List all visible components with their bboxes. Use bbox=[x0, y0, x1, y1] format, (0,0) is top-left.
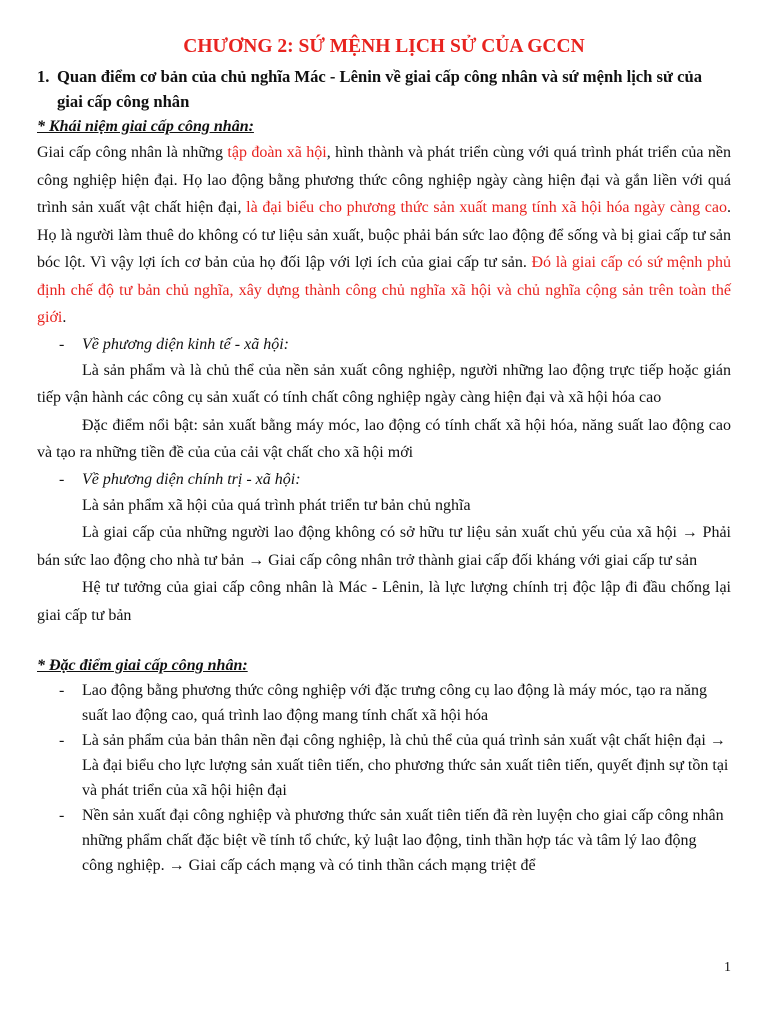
section-heading-text: Quan điểm cơ bản của chủ nghĩa Mác - Lênin về giai cấp công nhân và sứ mệnh lịch sử của giai cấp công nhân bbox=[57, 67, 703, 111]
pol-paragraph-2: Là giai cấp của những người lao động không có sở hữu tư liệu sản xuất chủ yếu của xã hội → Phải bán sức lao động cho nhà tư bản → Giai cấp công nhân trở thành giai cấp đối kháng với giai cấp tư sản bbox=[37, 524, 731, 569]
concept-text-1: Giai cấp công nhân là những bbox=[37, 144, 228, 161]
chapter-title: CHƯƠNG 2: SỨ MỆNH LỊCH SỬ CỦA GCCN bbox=[183, 36, 585, 57]
concept-text-3: . Họ là người làm thuê do không có tư liệu sản xuất, buộc phải bán sức lao động để sống và bị giai cấp tư sản bóc lột. Vì vậy lợi ích cơ bản của họ đối lập với lợi ích của giai cấp tư sản. bbox=[37, 199, 731, 271]
pol-heading bbox=[37, 467, 731, 492]
page-number: 1 bbox=[724, 960, 731, 975]
feature-item bbox=[37, 803, 731, 878]
econ-heading-text: Về phương diện kinh tế - xã hội: bbox=[82, 335, 289, 353]
bullet-dash: - bbox=[59, 335, 65, 353]
econ-heading bbox=[37, 332, 731, 357]
pol-heading-text: Về phương diện chính trị - xã hội: bbox=[82, 470, 301, 488]
concept-paragraph bbox=[37, 139, 731, 332]
concept-highlight-3: Đó là giai cấp có sứ mệnh phủ định chế độ tư bản chủ nghĩa, xây dựng thành công chủ nghĩa xã hội và chủ nghĩa cộng sản trên toàn thế giới bbox=[37, 254, 731, 326]
bullet-dash: - bbox=[59, 807, 65, 824]
concept-heading: * Khái niệm giai cấp công nhân: bbox=[37, 118, 254, 135]
bullet-dash: - bbox=[59, 732, 65, 749]
feature-item-text: Lao động bằng phương thức công nghiệp với đặc trưng công cụ lao động là máy móc, tạo ra năng suất lao động cao, quá trình lao động mang tính chất xã hội hóa bbox=[82, 682, 707, 724]
feature-item-text: Nền sản xuất đại công nghiệp và phương thức sản xuất tiên tiến đã rèn luyện cho giai cấp công nhân những phẩm chất đặc biệt về tính tổ chức, kỷ luật lao động, tinh thần hợp tác và tâm lý lao động công nghiệp. → Giai cấp cách mạng và có tinh thần cách mạng triệt để bbox=[82, 807, 724, 874]
feature-item bbox=[37, 728, 731, 803]
econ-paragraph-2: Đặc điểm nổi bật: sản xuất bằng máy móc, lao động có tính chất xã hội hóa, năng suất lao động cao và tạo ra những tiền đề của của cải vật chất cho xã hội mới bbox=[37, 416, 731, 461]
concept-text-2: , hình thành và phát triển cùng với quá trình phát triển của nền công nghiệp hiện đại. Họ lao động bằng phương thức công nghiệp ngày càng hiện đại và gắn liền với quá trình sản xuất vật chất hiện đại, bbox=[37, 144, 731, 216]
concept-highlight-1: tập đoàn xã hội bbox=[227, 144, 327, 161]
section-number: 1. bbox=[37, 67, 50, 86]
concept-highlight-2: là đại biểu cho phương thức sản xuất mang tính xã hội hóa ngày càng cao bbox=[246, 199, 727, 216]
econ-paragraph-1: Là sản phẩm và là chủ thể của nền sản xuất công nghiệp, người những lao động trực tiếp hoặc gián tiếp vận hành các công cụ sản xuất có tính chất công nghiệp ngày càng hiện đại và xã hội hóa cao bbox=[37, 361, 731, 406]
concept-text-4: . bbox=[62, 309, 67, 326]
section-heading bbox=[37, 64, 731, 114]
feature-item-text: Là sản phẩm của bản thân nền đại công nghiệp, là chủ thể của quá trình sản xuất vật chất hiện đại → Là đại biểu cho lực lượng sản xuất tiên tiến, cho phương thức sản xuất tiên tiến, quyết định sự tồn tại và phát triển của xã hội hiện đại bbox=[82, 732, 729, 799]
bullet-dash: - bbox=[59, 470, 65, 488]
features-heading: * Đặc điểm giai cấp công nhân: bbox=[37, 657, 248, 674]
pol-paragraph-1: Là sản phẩm xã hội của quá trình phát triển tư bản chủ nghĩa bbox=[82, 496, 471, 514]
bullet-dash: - bbox=[59, 682, 65, 699]
feature-item bbox=[37, 678, 731, 728]
spacer bbox=[37, 629, 731, 653]
pol-paragraph-3: Hệ tư tưởng của giai cấp công nhân là Mác - Lênin, là lực lượng chính trị độc lập đi đầu chống lại giai cấp tư bản bbox=[37, 579, 731, 624]
